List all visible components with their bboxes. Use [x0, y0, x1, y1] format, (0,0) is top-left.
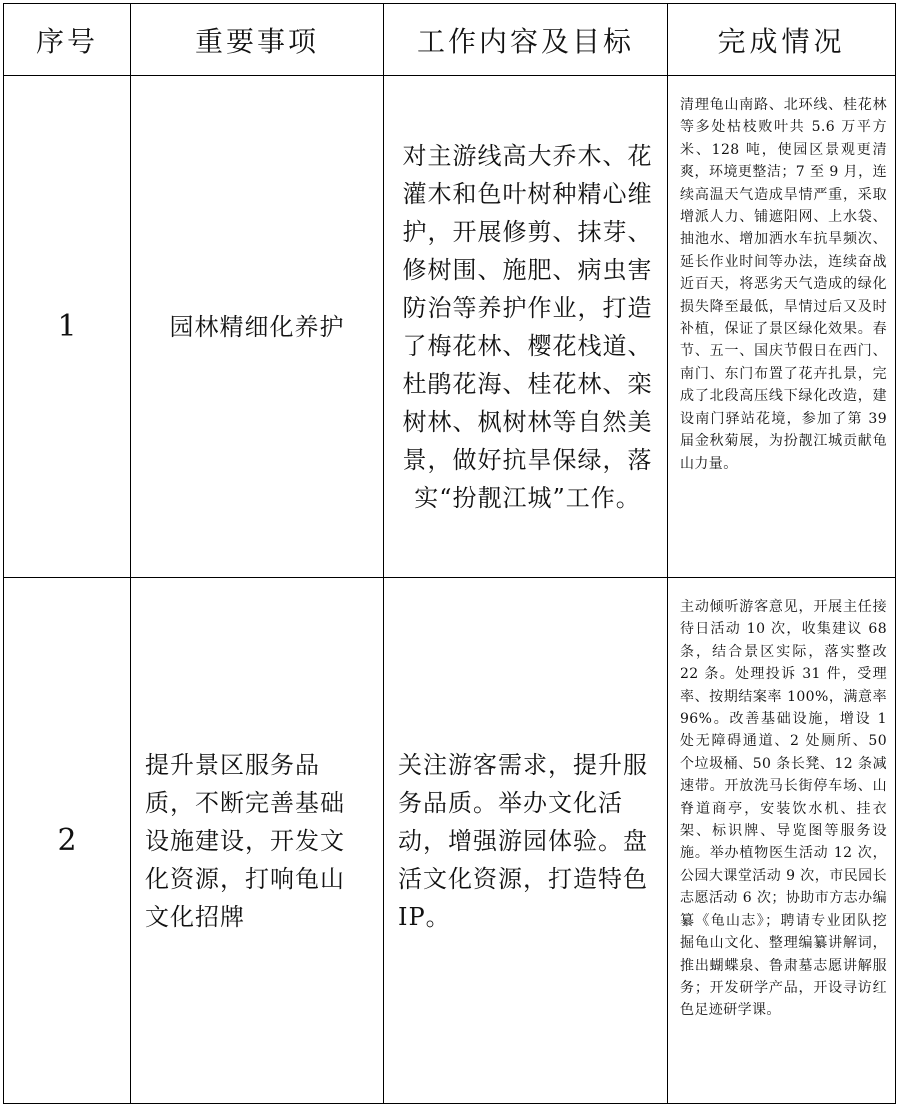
table-border-bottom: [3, 1103, 896, 1104]
table-row-1-content: [384, 76, 667, 577]
header-key-item-label: 重要事项: [194, 24, 319, 58]
row-2-item-text: 提升景区服务品质，不断完善基础设施建设，开发文化资源，打响龟山文化招牌: [145, 750, 345, 931]
work-table: [3, 3, 896, 1104]
header-serial-label: 序号: [35, 24, 98, 58]
table-row-2-content: [384, 578, 667, 1103]
table-row-1-item: [131, 76, 383, 577]
row-1-item-text: 园林精细化养护: [169, 312, 345, 341]
table-row-2-item: [131, 578, 383, 1103]
table-row-2-status: [668, 578, 895, 1103]
header-work-content: [384, 4, 667, 75]
row-2-content-text: 关注游客需求，提升服务品质。举办文化活动，增强游园体验。盘活文化资源，打造特色 IP。: [398, 750, 648, 931]
header-completion-status-label: 完成情况: [717, 24, 846, 58]
row-1-content-text: 对主游线高大乔木、花灌木和色叶树种精心维护，开展修剪、抹芽、修树围、施肥、病虫害防治等养护作业，打造了梅花林、樱花栈道、杜鹃花海、桂花林、栾树林、枫树林等自然美景，做好抗旱保绿，落实“扮靓江城”工作。: [402, 141, 653, 512]
header-completion-status: [668, 4, 895, 75]
row-2-status-text: 主动倾听游客意见，开展主任接待日活动 10 次，收集建议 68 条，结合景区实际，落实整改 22 条。处理投诉 31 件，受理率、按期结案率 100%，满意率 96%。改善基础设施，增设 1 处无障碍通道、2 处厕所、50 个垃圾桶、50 条长凳、12 条减速带。开放洗马长街停车场、山脊道商亭，安装饮水机、挂衣架、标识牌、导览图等服务设施。举办植物医生活动 12 次，公园大课堂活动 9 次，市民园长志愿活动 6 次；协助市方志办编纂《龟山志》；聘请专业团队挖掘龟山文化、整理编纂讲解词，推出蝴蝶泉、鲁肃墓志愿讲解服务；开发研学产品，开设寻访红色足迹研学课。: [680, 599, 887, 1019]
table-row-2-number: [4, 578, 130, 1103]
table-border-right: [895, 3, 896, 1104]
header-serial-number: [4, 4, 130, 75]
header-key-item: [131, 4, 383, 75]
row-1-status-text: 清理龟山南路、北环线、桂花林等多处枯枝败叶共 5.6 万平方米、128 吨，使园区景观更清爽，环境更整洁；7 至 9 月，连续高温天气造成旱情严重，采取增派人力、铺遮阳网、上水袋、抽池水、增加洒水车抗旱频次、延长作业时间等办法，连续奋战近百天，将恶劣天气造成的绿化损失降至最低，旱情过后又及时补植，保证了景区绿化效果。春节、五一、国庆节假日在西门、南门、东门布置了花卉扎景，完成了北段高压线下绿化改造，建设南门驿站花境，参加了第 39 届金秋菊展，为扮靓江城贡献龟山力量。: [680, 97, 887, 472]
table-row-1-status: [668, 76, 895, 577]
header-work-content-label: 工作内容及目标: [416, 24, 634, 58]
row-1-number-text: 1: [57, 309, 77, 344]
table-row-1-number: [4, 76, 130, 577]
row-2-number-text: 2: [57, 823, 77, 858]
